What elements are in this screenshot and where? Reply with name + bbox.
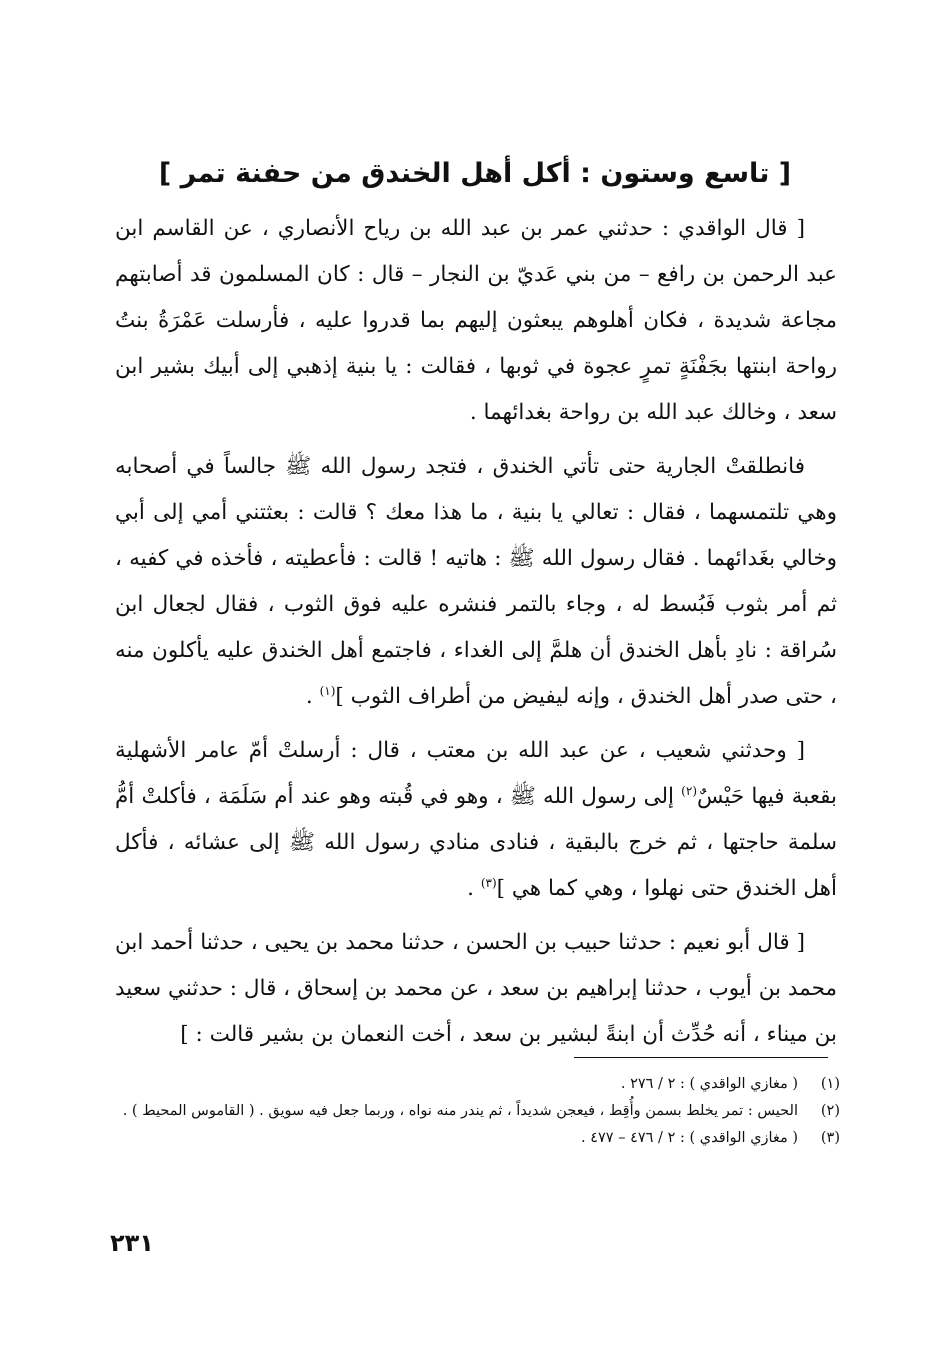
paragraph-2-text: فانطلقتْ الجارية حتى تأتي الخندق ، فتجد رسول الله ﷺ جالساً في أصحابه وهي تلتمسهما ، فقال : تعالي يا بنية ، ما هذا معك ؟ قالت : بعثتني أمي إلى أبي وخالي بغَدائهما . فقال رسول الله ﷺ : هاتيه ! قالت : فأعطيته ، فأخذه في كفيه ، ثم أمر بثوب فَبُسط له ، وجاء بالتمر فنشره عليه فوق الثوب ، فقال لجعال ابن سُراقة : نادِ بأهل الخندق أن هلمَّ إلى الغداء ، فاجتمع أهل الخندق عليه يأكلون منه ، حتى صدر أهل الخندق ، وإنه ليفيض من أطراف الثوب ] (115, 454, 837, 709)
footnote-text: ( مغازي الواقدي ) : ٢ / ٤٧٦ – ٤٧٧ . (581, 1130, 798, 1146)
paragraph-2-end: . (305, 684, 320, 709)
footnote-ref-2[interactable]: (٢) (681, 783, 697, 798)
footnote-text: الحيس : تمر يخلط بسمن وأُقِط ، فيعجن شديداً ، ثم يندر منه نواه ، وربما جعل فيه سويق . ( القاموس المحيط ) . (122, 1103, 798, 1119)
paragraph-3-text: [ وحدثني شعيب ، عن عبد الله بن معتب ، قال : أرسلتْ أمّ عامر الأشهلية بقعبة فيها حَيْسٌ (115, 738, 837, 809)
footnote-number: (١) (820, 1076, 840, 1092)
paragraph-3-rest: إلى رسول الله ﷺ ، وهو في قُبته وهو عند أم سَلَمَة ، فأكلتْ أمُّ سلمة حاجتها ، ثم خرج بالبقية ، فنادى منادي رسول الله ﷺ إلى عشائه ، فأكل أهل الخندق حتى نهلوا ، وهي كما هي ] (115, 784, 837, 901)
page-number: ٢٣١ (110, 1229, 154, 1257)
footnote-number: (٢) (820, 1103, 840, 1119)
footnote-separator (574, 1057, 828, 1058)
paragraph-3-end: . (467, 876, 481, 901)
section-title: [ تاسع وستون : أكل أهل الخندق من حفنة تمر ] (158, 158, 792, 189)
footnote-1 (112, 1071, 840, 1098)
paragraph-4: [ قال أبو نعيم : حدثنا حبيب بن الحسن ، حدثنا محمد بن يحيى ، حدثنا أحمد ابن محمد بن أيوب ، حدثنا إبراهيم بن سعد ، عن محمد بن إسحاق ، قال : حدثني سعيد بن ميناء ، أنه حُدِّث أن ابنةً لبشير بن سعد ، أخت النعمان بن بشير قالت : ] (115, 930, 837, 1047)
footnote-text: ( مغازي الواقدي ) : ٢ / ٢٧٦ . (620, 1076, 798, 1092)
footnotes (112, 1071, 840, 1152)
body-text (115, 206, 837, 1058)
footnote-2 (112, 1098, 840, 1125)
footnote-3 (112, 1125, 840, 1152)
footnote-ref-1[interactable]: (١) (319, 683, 336, 698)
paragraph-2 (115, 444, 837, 720)
paragraph-1: [ قال الواقدي : حدثني عمر بن عبد الله بن رياح الأنصاري ، عن القاسم ابن عبد الرحمن بن رافع – من بني عَديّ بن النجار – قال : كان المسلمون قد أصابتهم مجاعة شديدة ، فكان أهلوهم يبعثون إليهم بما قدروا عليه ، فأرسلت عَمْرَةُ بنتُ رواحة ابنتها بجَفْنَةٍ تمرٍ عجوة في ثوبها ، فقالت : يا بنية إذهبي إلى أبيك بشير ابن سعد ، وخالك عبد الله بن رواحة بغدائهما . (115, 216, 837, 425)
footnote-ref-3[interactable]: (٣) (480, 875, 497, 890)
paragraph-3 (115, 728, 837, 912)
footnote-number: (٣) (820, 1130, 840, 1146)
